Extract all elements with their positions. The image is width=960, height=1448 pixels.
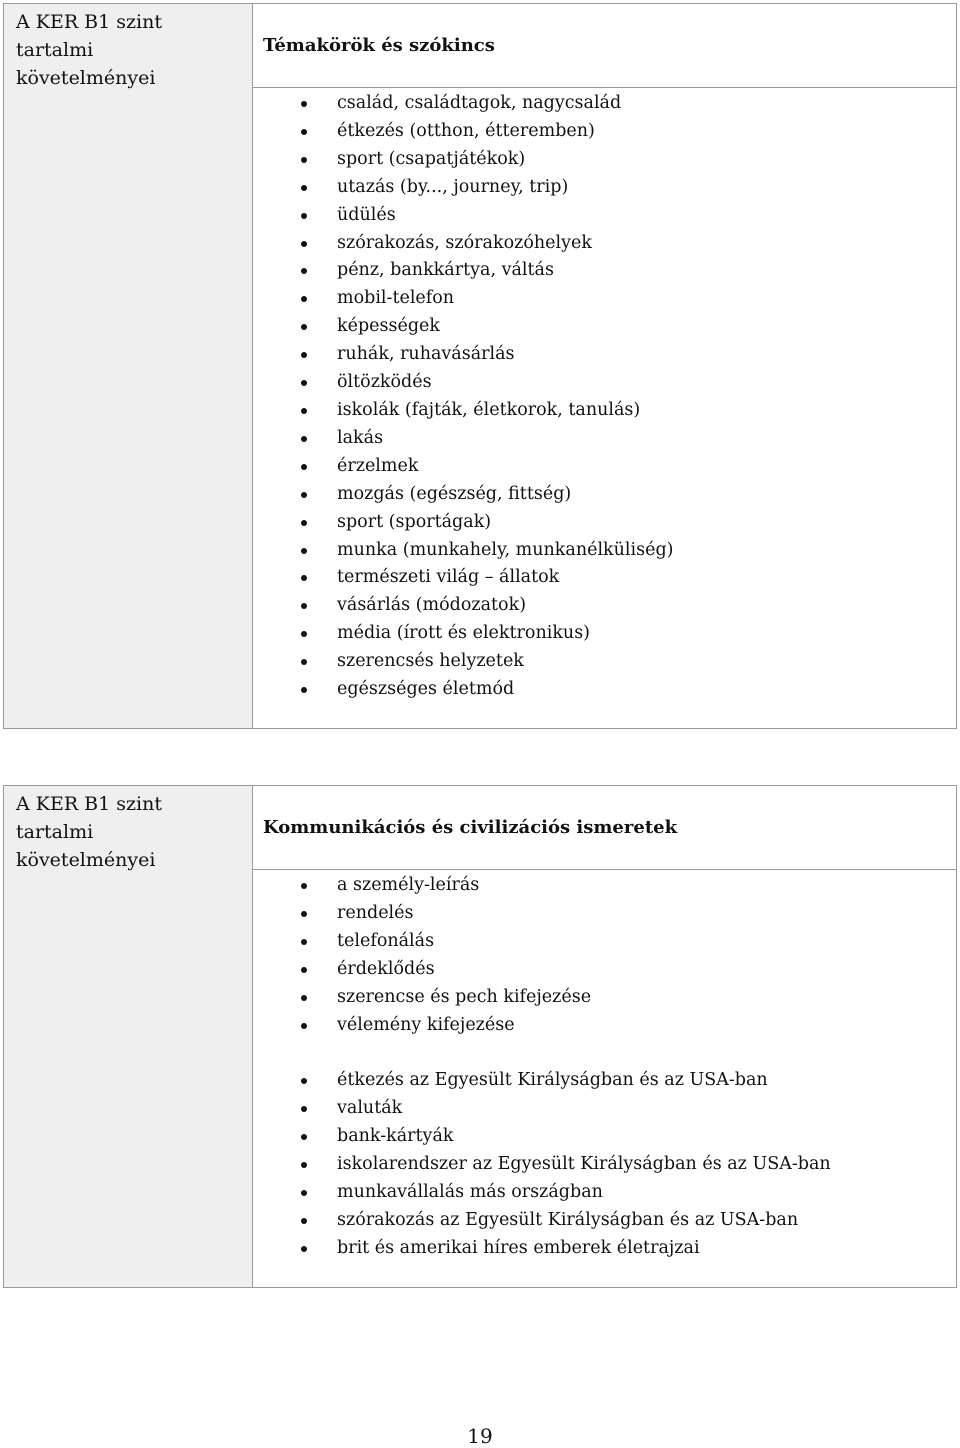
list-item: érzelmek	[253, 453, 956, 481]
list-item: iskolák (fajták, életkorok, tanulás)	[253, 397, 956, 425]
list-item: bank-kártyák	[253, 1123, 956, 1151]
list-item: valuták	[253, 1095, 956, 1123]
topics-list	[253, 90, 956, 704]
list-item: sport (csapatjátékok)	[253, 146, 956, 174]
list-item: öltözködés	[253, 369, 956, 397]
list-item: képességek	[253, 313, 956, 341]
list-item: étkezés (otthon, étteremben)	[253, 118, 956, 146]
list-item: utazás (by..., journey, trip)	[253, 174, 956, 202]
level-label-line: tartalmi	[16, 821, 94, 843]
list-item: lakás	[253, 425, 956, 453]
list-item: rendelés	[253, 900, 956, 928]
topics-list-cell	[253, 88, 957, 729]
level-label-line: követelményei	[16, 67, 156, 89]
list-item: szerencse és pech kifejezése	[253, 984, 956, 1012]
level-label-cell	[4, 4, 253, 729]
list-item: mobil-telefon	[253, 285, 956, 313]
list-item: a személy-leírás	[253, 872, 956, 900]
list-item: vélemény kifejezése	[253, 1012, 956, 1040]
list-item: természeti világ – állatok	[253, 564, 956, 592]
list-item: étkezés az Egyesült Királyságban és az USA-ban	[253, 1067, 956, 1095]
section-header: Témakörök és szókincs	[253, 4, 957, 88]
list-item: sport (sportágak)	[253, 509, 956, 537]
list-item: egészséges életmód	[253, 676, 956, 704]
list-item: érdeklődés	[253, 956, 956, 984]
level-label-cell	[4, 786, 253, 1288]
communication-table	[3, 785, 957, 1288]
topics-table	[3, 3, 957, 729]
list-item: üdülés	[253, 202, 956, 230]
level-label-line: A KER B1 szint	[16, 11, 162, 33]
list-item: család, családtagok, nagycsalád	[253, 90, 956, 118]
level-label-line: követelményei	[16, 849, 156, 871]
list-item: pénz, bankkártya, váltás	[253, 257, 956, 285]
communication-list-cell	[253, 870, 957, 1288]
list-item: mozgás (egészség, fittség)	[253, 481, 956, 509]
level-label-line: A KER B1 szint	[16, 793, 162, 815]
list-item: vásárlás (módozatok)	[253, 592, 956, 620]
list-item: szórakozás az Egyesült Királyságban és az USA-ban	[253, 1207, 956, 1235]
list-item: média (írott és elektronikus)	[253, 620, 956, 648]
list-item: ruhák, ruhavásárlás	[253, 341, 956, 369]
list-item: szórakozás, szórakozóhelyek	[253, 230, 956, 258]
list-item: munka (munkahely, munkanélküliség)	[253, 537, 956, 565]
page-number: 19	[467, 1424, 493, 1448]
section-header: Kommunikációs és civilizációs ismeretek	[253, 786, 957, 870]
list-item: iskolarendszer az Egyesült Királyságban és az USA-ban	[253, 1151, 956, 1179]
list-item: telefonálás	[253, 928, 956, 956]
level-label-line: tartalmi	[16, 39, 94, 61]
civilization-list	[253, 1067, 956, 1262]
list-item: szerencsés helyzetek	[253, 648, 956, 676]
list-item: munkavállalás más országban	[253, 1179, 956, 1207]
list-item: brit és amerikai híres emberek életrajzai	[253, 1235, 956, 1263]
communication-list	[253, 872, 956, 1039]
